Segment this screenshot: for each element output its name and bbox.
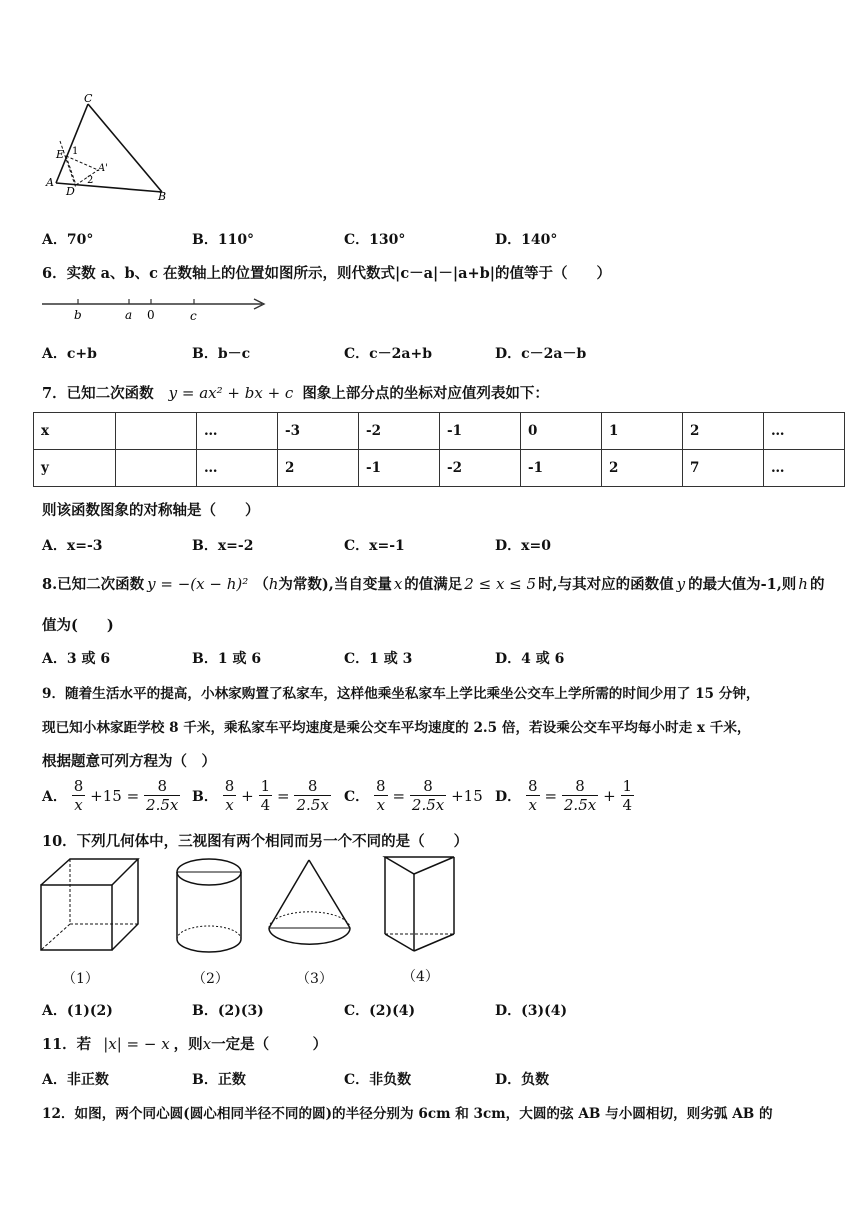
q10-option-a[interactable]: A．(1)(2) <box>42 1003 113 1019</box>
q10-cylinder-figure <box>174 856 246 954</box>
q8-option-d[interactable]: D．4 或 6 <box>495 651 565 667</box>
fraction <box>410 778 446 814</box>
q7-value-table <box>33 412 845 487</box>
q7-question <box>42 382 549 403</box>
option-label: A． <box>42 789 67 805</box>
q8-text: （ <box>254 576 269 593</box>
denominator: 4 <box>260 796 271 814</box>
table-cell: -2 <box>440 450 521 487</box>
numerator: 8 <box>294 778 330 796</box>
q8-question-line1 <box>42 573 824 594</box>
label-1: 1 <box>72 146 79 157</box>
q9-option-b[interactable] <box>192 778 331 814</box>
q12-question: 12．如图，两个同心圆(圆心相同半径不同的圆)的半径分别为 6cm 和 3cm，大圆的弦 AB 与小圆相切，则劣弧 AB 的 <box>42 1106 773 1122</box>
fraction <box>526 778 540 814</box>
numberline-label-b: b <box>74 308 82 322</box>
label-C: C <box>84 92 93 105</box>
q9-option-d[interactable] <box>495 778 634 814</box>
label-E: E <box>56 148 65 161</box>
q8-formula-1: y = −(x − h)² <box>147 575 249 593</box>
q10-prism-figure <box>382 854 458 954</box>
q9-question-line1: 9．随着生活水平的提高，小林家购置了私家车，这样他乘坐私家车上学比乘坐公交车上学所需的时间少用了 15 分钟， <box>42 686 760 702</box>
denominator: 2.5x <box>563 796 597 814</box>
q8-option-a[interactable]: A．3 或 6 <box>42 651 111 667</box>
numerator: 8 <box>376 777 386 795</box>
fraction <box>223 778 237 814</box>
q5-triangle-figure <box>40 92 180 204</box>
numerator: 8 <box>144 778 180 796</box>
q10-caption-1: （1） <box>62 971 99 987</box>
q8-question-line2: 值为( ) <box>42 617 114 634</box>
q11-text: 11．若 <box>42 1036 92 1053</box>
table-cell: 0 <box>521 413 602 450</box>
label-A-prime: A' <box>98 163 108 174</box>
table-cell: … <box>197 450 278 487</box>
denominator: x <box>225 796 234 814</box>
q11-option-c[interactable]: C．非负数 <box>344 1072 412 1088</box>
q8-var-x: x <box>393 575 403 593</box>
equation-part: + <box>241 787 254 805</box>
q11-option-a[interactable]: A．非正数 <box>42 1072 109 1088</box>
q10-caption-4: （4） <box>402 969 439 985</box>
fraction <box>562 778 598 814</box>
fraction <box>259 778 273 814</box>
q9-question-line2: 现已知小林家距学校 8 千米，乘私家车平均速度是乘公交车平均速度的 2.5 倍，若设乘公交车平均每小时走 x 千米， <box>42 720 751 736</box>
denominator: x <box>528 796 538 814</box>
q10-option-c[interactable]: C．(2)(4) <box>344 1003 416 1019</box>
numberline-label-0: 0 <box>147 308 155 322</box>
denominator: 2.5x <box>411 796 445 814</box>
option-label: C． <box>344 789 370 805</box>
q10-caption-2: （2） <box>192 971 229 987</box>
table-cell: -3 <box>278 413 359 450</box>
equation-part: = <box>544 787 558 805</box>
numberline-label-a: a <box>125 308 133 322</box>
label-A: A <box>46 176 54 189</box>
numerator: 8 <box>528 777 538 795</box>
q11-formula: |x| = − x <box>103 1035 170 1053</box>
table-row-y <box>34 450 845 487</box>
q7-subquestion: 则该函数图象的对称轴是（ ） <box>42 502 260 519</box>
q7-text-after: 图象上部分点的坐标对应值列表如下： <box>302 385 549 402</box>
numerator: 1 <box>260 777 271 795</box>
equation-part: +15 = <box>90 787 140 805</box>
denominator: x <box>376 796 386 814</box>
table-cell: 2 <box>683 413 764 450</box>
label-D: D <box>66 185 75 198</box>
q11-option-b[interactable]: B．正数 <box>192 1072 246 1088</box>
q6-option-d[interactable]: D．c－2a－b <box>495 346 587 362</box>
table-cell: … <box>764 413 845 450</box>
q6-option-a[interactable]: A．c+b <box>42 346 97 362</box>
q8-var-y: y <box>676 575 686 593</box>
option-label: D． <box>495 789 522 805</box>
label-B: B <box>158 190 167 203</box>
numerator: 1 <box>622 777 633 795</box>
q10-option-b[interactable]: B．(2)(3) <box>192 1003 264 1019</box>
table-cell: -1 <box>359 450 440 487</box>
table-cell <box>116 413 197 450</box>
q7-text-before: 7．已知二次函数 <box>42 385 154 402</box>
table-cell: … <box>764 450 845 487</box>
q5-option-b[interactable]: B．110° <box>192 232 255 248</box>
q8-formula-2: 2 ≤ x ≤ 5 <box>464 575 537 593</box>
table-cell: 7 <box>683 450 764 487</box>
denominator: 2.5x <box>146 796 179 814</box>
q7-option-b[interactable]: B．x=-2 <box>192 538 254 554</box>
table-cell: 2 <box>278 450 359 487</box>
q8-text: 的最大值为-1,则 <box>688 576 797 593</box>
table-cell: y <box>34 450 116 487</box>
q5-option-d[interactable]: D．140° <box>495 232 558 248</box>
q8-text: 的 <box>809 576 825 593</box>
equation-part: = <box>392 787 406 805</box>
numerator: 8 <box>562 778 598 796</box>
q7-option-d[interactable]: D．x=0 <box>495 538 551 554</box>
denominator: 4 <box>622 796 633 814</box>
q5-option-a[interactable]: A．70° <box>42 232 94 248</box>
table-cell <box>116 450 197 487</box>
q11-var-x: x <box>202 1035 212 1053</box>
q10-option-d[interactable]: D．(3)(4) <box>495 1003 568 1019</box>
label-2: 2 <box>87 175 94 186</box>
q7-option-c[interactable]: C．x=-1 <box>344 538 405 554</box>
q10-caption-3: （3） <box>296 971 333 987</box>
numerator: 8 <box>73 777 84 795</box>
q6-question: 6．实数 a、b、c 在数轴上的位置如图所示，则代数式|c－a|－|a+b|的值等于（ ） <box>42 265 612 282</box>
fraction <box>294 778 330 814</box>
q11-question <box>42 1033 327 1054</box>
table-cell: -1 <box>521 450 602 487</box>
numberline-label-c: c <box>190 309 197 323</box>
q11-text: ，则 <box>173 1036 203 1053</box>
q8-text: 8.已知二次函数 <box>42 576 145 593</box>
q8-text: 为常数),当自变量 <box>278 576 392 593</box>
q6-option-b[interactable]: B．b－c <box>192 346 251 362</box>
q10-question: 10．下列几何体中，三视图有两个相同而另一个不同的是（ ） <box>42 833 469 850</box>
q8-var-h-2: h <box>798 575 808 593</box>
q10-cone-figure <box>266 857 354 954</box>
q5-option-c[interactable]: C．130° <box>344 232 406 248</box>
table-row-x <box>34 413 845 450</box>
q11-text: 一定是（ ） <box>211 1036 328 1053</box>
q9-question-line3: 根据题意可列方程为（ ） <box>42 753 216 770</box>
equation-part: = <box>277 787 290 805</box>
option-label: B． <box>192 789 218 805</box>
equation-part: + <box>603 787 616 805</box>
q8-option-c[interactable]: C．1 或 3 <box>344 651 413 667</box>
q8-var-h: h <box>268 575 279 593</box>
q7-option-a[interactable]: A．x=-3 <box>42 538 103 554</box>
fraction <box>374 778 388 814</box>
q8-option-b[interactable]: B．1 或 6 <box>192 651 262 667</box>
fraction <box>621 778 635 814</box>
q6-option-c[interactable]: C．c－2a+b <box>344 346 432 362</box>
denominator: x <box>74 796 83 814</box>
q9-option-c[interactable] <box>344 778 483 814</box>
q10-cube-figure <box>38 856 142 952</box>
table-cell: -1 <box>440 413 521 450</box>
numerator: 8 <box>410 778 446 796</box>
denominator: 2.5x <box>296 796 329 814</box>
q8-text: 时,与其对应的函数值 <box>538 576 674 593</box>
q6-number-line <box>40 295 270 323</box>
q11-option-d[interactable]: D．负数 <box>495 1072 550 1088</box>
equation-part: +15 <box>451 787 483 805</box>
table-cell: x <box>34 413 116 450</box>
table-cell: … <box>197 413 278 450</box>
fraction <box>144 778 180 814</box>
table-cell: 1 <box>602 413 683 450</box>
q7-formula: y = ax² + bx + c <box>168 384 294 402</box>
table-cell: -2 <box>359 413 440 450</box>
numerator: 8 <box>224 777 235 795</box>
fraction <box>72 778 86 814</box>
q9-option-a[interactable] <box>42 778 180 814</box>
table-cell: 2 <box>602 450 683 487</box>
q8-text: 的值满足 <box>404 576 463 593</box>
